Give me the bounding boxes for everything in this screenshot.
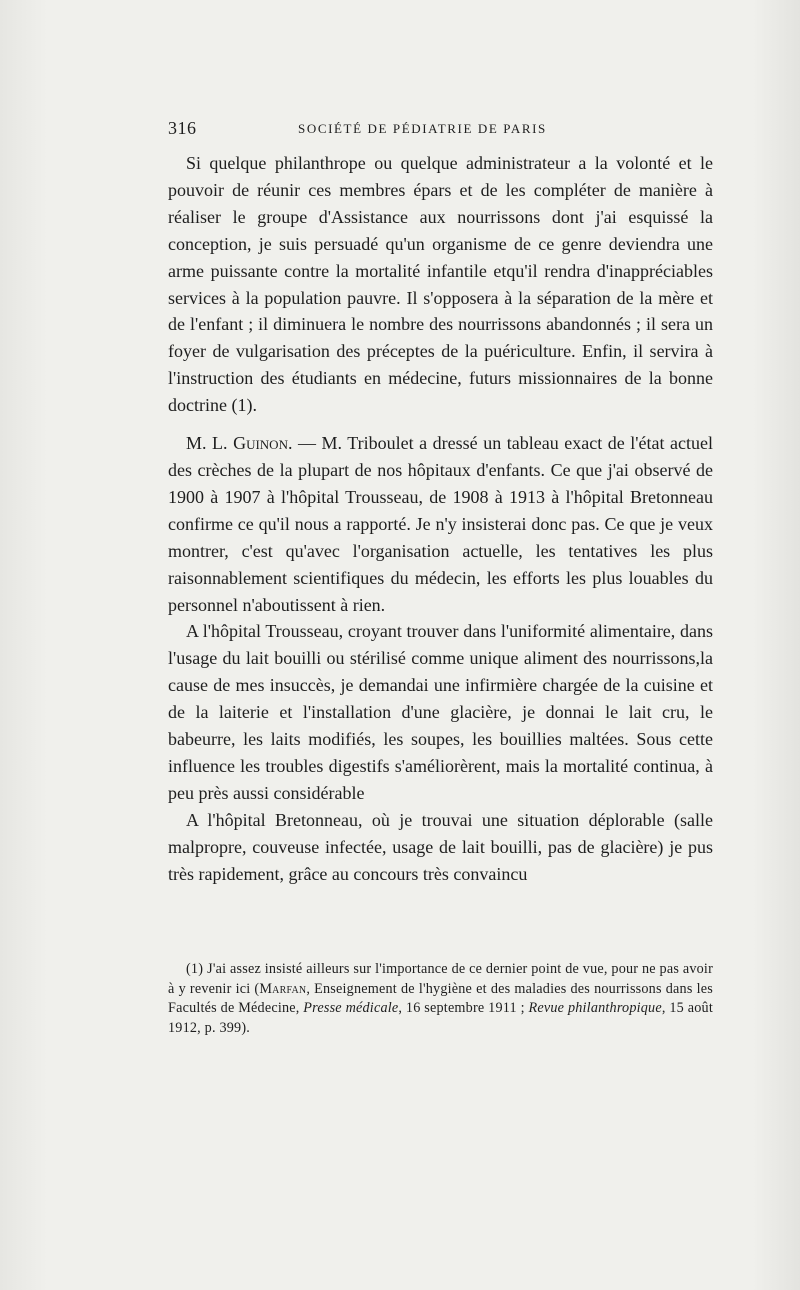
footnote-text-3: , 16 septembre 1911 ; (398, 1000, 529, 1016)
footnote-text-2: , Enseignement de l'hygiène et des maladies des nourrissons dans les Facultés de Médecine, (168, 980, 713, 1016)
body-text (168, 150, 713, 887)
paragraph-trousseau: A l'hôpital Trousseau, croyant trouver dans l'uniformité alimentaire, dans l'usage du lait bouilli ou stérilisé comme unique aliment des nourrissons,la cause de mes insuccès, je demandai une infirmière chargée de la cuisine et de la laiterie et l'installation d'une glacière, je donnai le lait cru, le babeurre, les laits modifiés, les soupes, les bouillies maltées. Sous cette influence les troubles digestifs s'améliorèrent, mais la mortalité continua, à peu près aussi considérable (168, 621, 713, 803)
paragraph-guinon (168, 430, 713, 618)
paragraph-bretonneau: A l'hôpital Bretonneau, où je trouvai une situation déplorable (salle malpropre, couveuse infectée, usage de lait bouilli, pas de glacière) je pus très rapidement, grâce au concours très convaincu (168, 809, 713, 884)
footnote-text-4: , 15 août 1912, p. 399). (168, 1000, 713, 1036)
page-number: 316 (168, 118, 197, 138)
footnote (168, 960, 713, 1038)
paragraph-guinon-text: — M. Triboulet a dressé un tableau exact de l'état actuel des crèches de la plupart de nos hôpitaux d'enfants. Ce que j'ai observé de 1900 à 1907 à l'hôpital Trousseau, de 1908 à 1913 à l'hôpital Bretonneau confirme ce qu'il nous a rapporté. Je n'y insisterai donc pas. Ce que je veux montrer, c'est qu'avec l'organisation actuelle, les tentatives les plus raisonnablement scientifiques du médecin, les efforts les plus louables du personnel n'aboutissent à rien. (168, 433, 714, 615)
footnote-text-1: J'ai assez insisté ailleurs sur l'importance de ce dernier point de vue, pour ne pas avoir à y revenir ici ( (168, 961, 713, 997)
footnote-marker: (1) (186, 961, 204, 977)
footnote-journal-1: Presse médicale (303, 1000, 399, 1016)
footnote-author: Marfan (259, 980, 307, 997)
page-header (168, 118, 713, 140)
speaker-name: M. L. Guinon. (186, 433, 293, 454)
paragraph-conclusion: Si quelque philanthrope ou quelque administrateur a la volonté et le pouvoir de réunir ces membres épars et de les compléter de manière à réaliser le groupe d'Assistance aux nourrissons dont j'ai esquissé la conception, je suis persuadé qu'un organisme de ce genre deviendra une arme puissante contre la mortalité infantile etqu'il rendra d'inappréciables services à la population pauvre. Il s'opposera à la séparation de la mère et de l'enfant ; il diminuera le nombre des nourrissons abandonnés ; il sera un foyer de vulgarisation des préceptes de la puériculture. Enfin, il servira à l'instruction des étudiants en médecine, futurs missionnaires de la bonne doctrine (1). (168, 153, 713, 416)
footnote-journal-2: Revue philanthropique (528, 1000, 662, 1016)
running-title: SOCIÉTÉ DE PÉDIATRIE DE PARIS (298, 121, 547, 136)
